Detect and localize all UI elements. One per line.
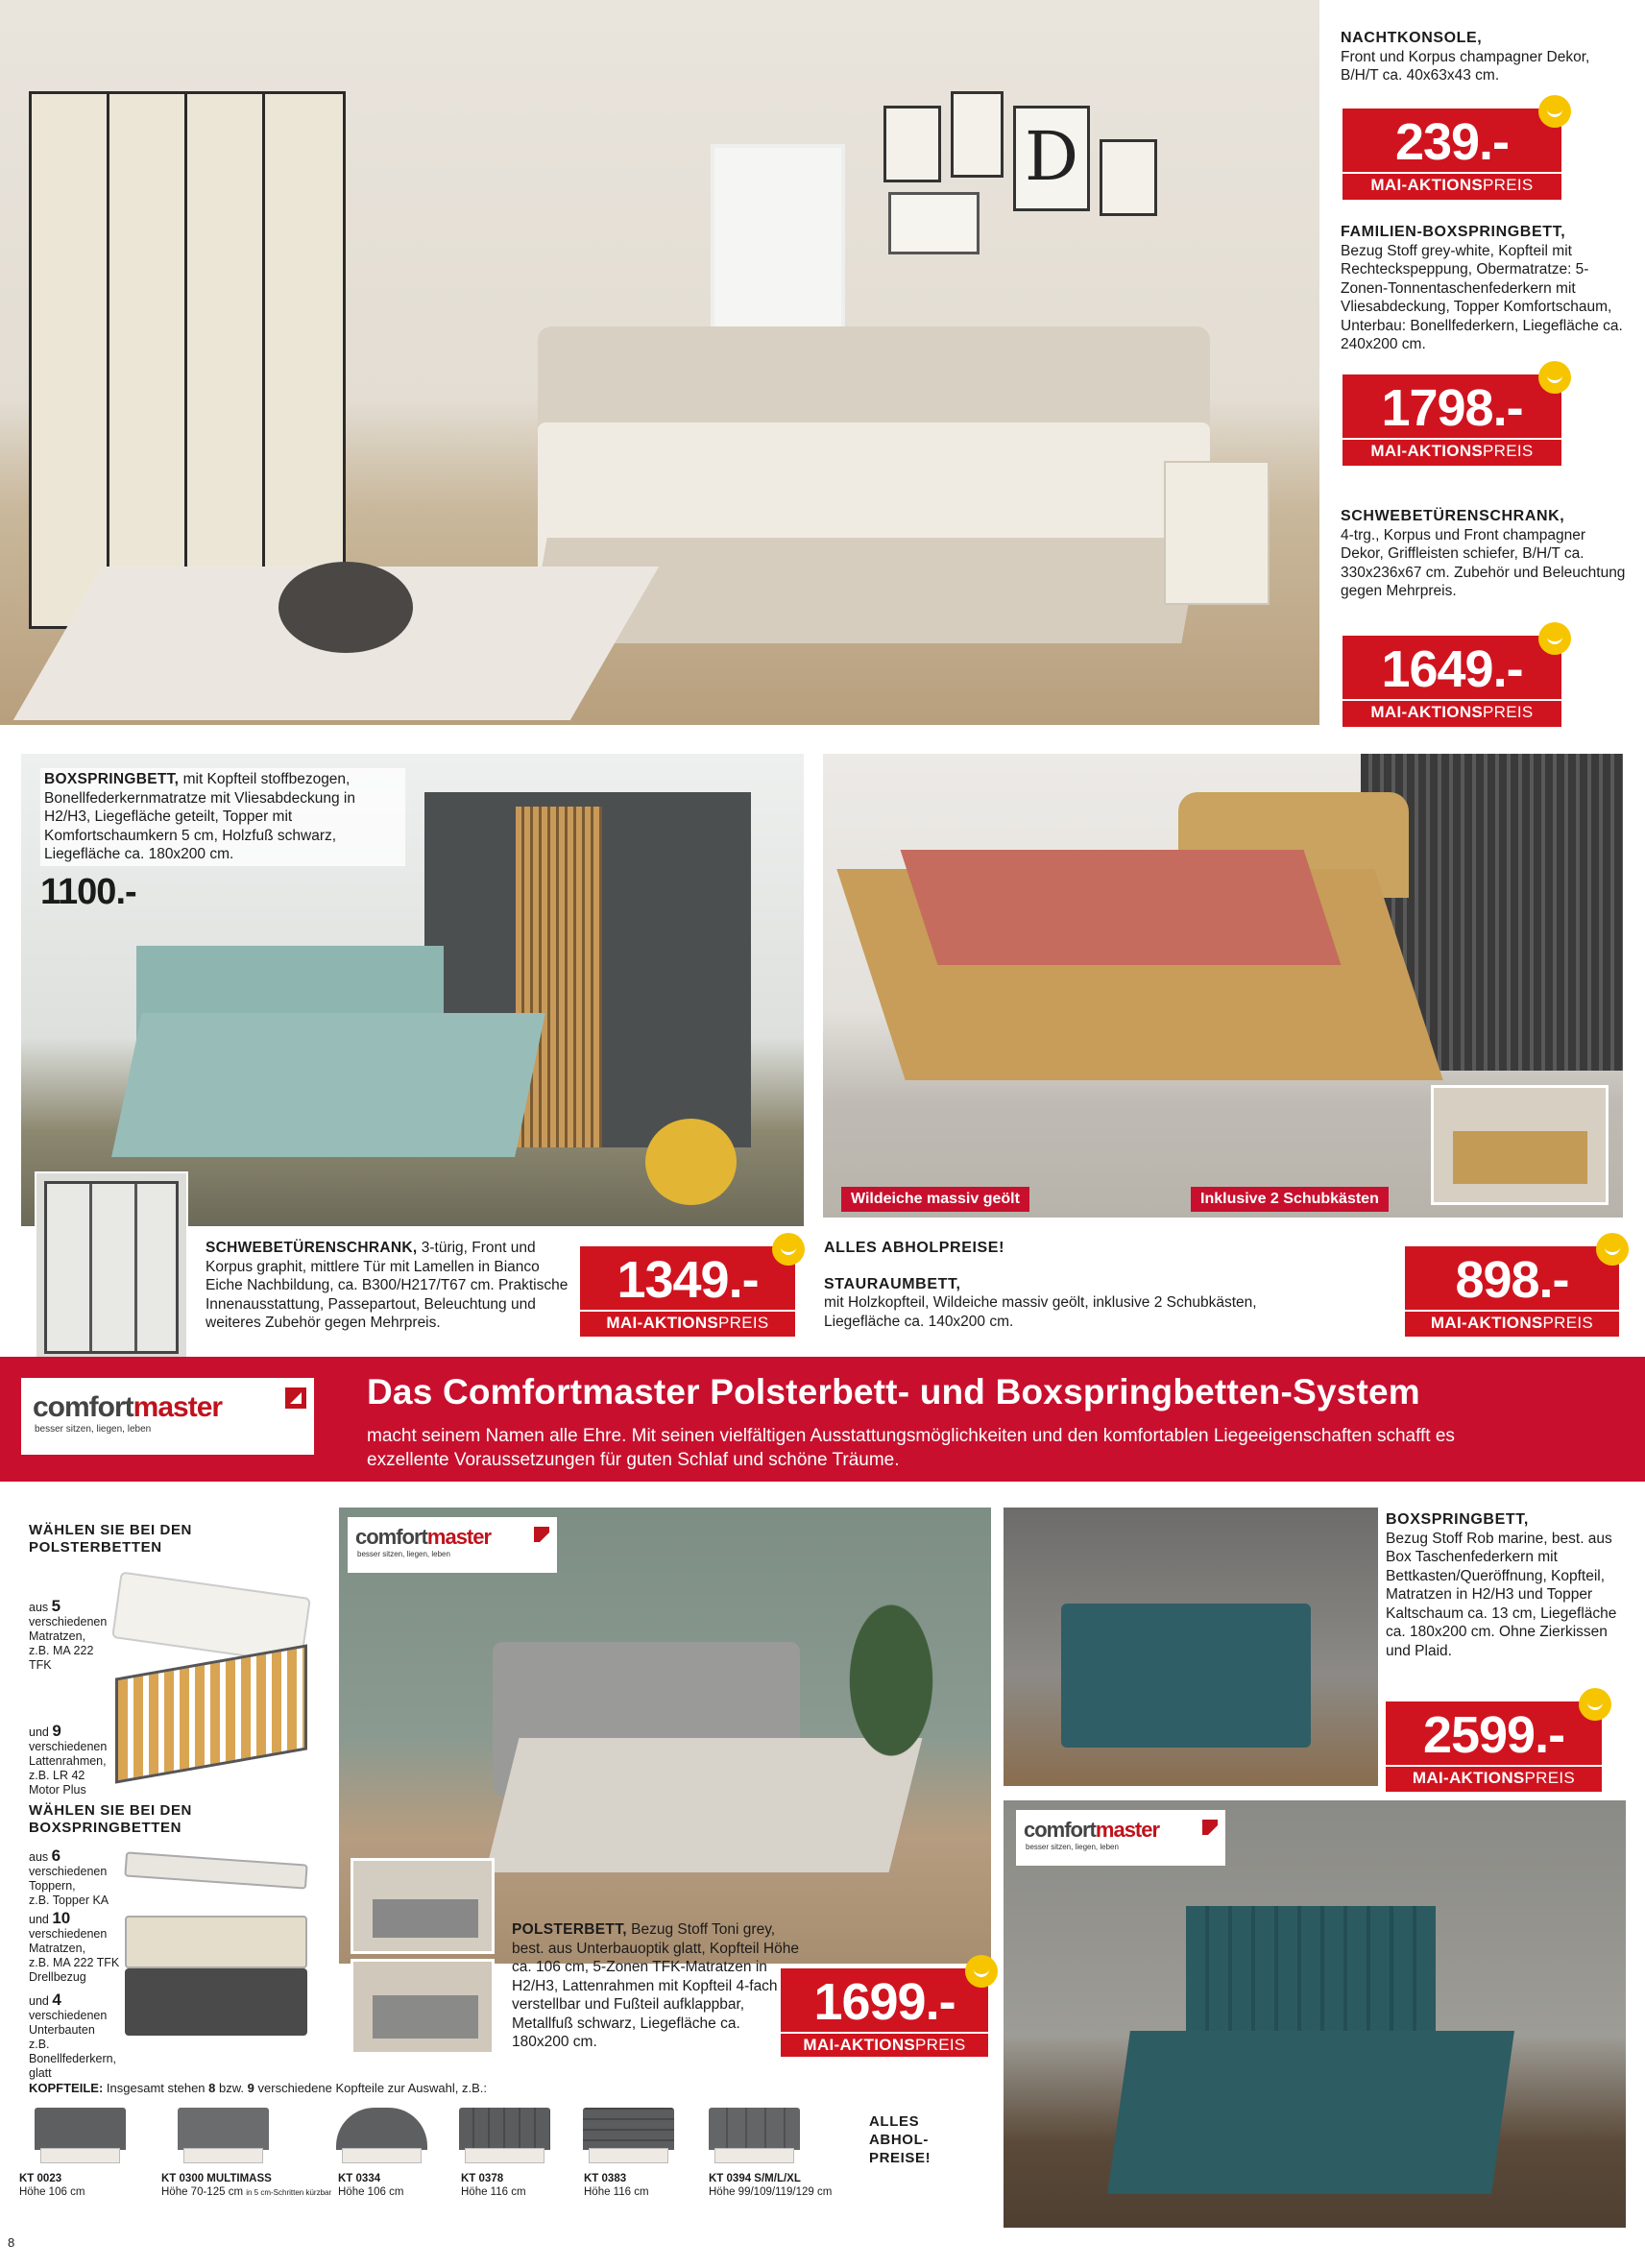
polster-text (512, 1920, 800, 2052)
price-label: MAI-AKTIONSPREIS (781, 2032, 988, 2057)
wardrobe-interior-inset (35, 1171, 188, 1363)
kt-label: KT 0378 Höhe 116 cm (461, 2173, 526, 2198)
nachtkonsole-price-tag (1343, 109, 1561, 200)
base-image (125, 1968, 307, 2036)
price-label: MAI-AKTIONSPREIS (1405, 1310, 1619, 1335)
price: 1699.- (813, 1973, 956, 2031)
stauraum-desc: mit Holzkopfteil, Wildeiche massiv geölt, inklusive 2 Schubkästen, Liegefläche ca. 140x200 cm. (824, 1294, 1257, 1330)
schwebe1-title: SCHWEBETÜRENSCHRANK, (1341, 508, 1565, 524)
familien-title: FAMILIEN-BOXSPRINGBETT, (1341, 224, 1566, 240)
schwebe2-text (206, 1239, 570, 1333)
logo-mark-icon (285, 1387, 306, 1409)
smiley-icon (965, 1955, 998, 1988)
boxspring1-title: BOXSPRINGBETT, (44, 771, 180, 787)
schwebe1-price-tag (1343, 636, 1561, 727)
price: 1798.- (1381, 379, 1523, 437)
kt-label: KT 0334 Höhe 106 cm (338, 2173, 404, 2198)
price: 2599.- (1422, 1706, 1565, 1764)
price-label: MAI-AKTIONSPREIS (580, 1310, 795, 1335)
tag-wildeiche: Wildeiche massiv geölt (841, 1187, 1029, 1212)
stauraum-title: STAURAUMBETT, (824, 1275, 961, 1292)
boxspring-marine-photo-1 (1004, 1508, 1378, 1786)
teal-bed (1061, 1604, 1311, 1748)
hero-bedroom-photo (0, 0, 1319, 725)
boxspring2-desc: Bezug Stoff Rob marine, best. aus Box Taschenfederkern mit Bettkasten/Queröffnung, Kopfteil, Matratzen in H2/H3 und Topper Kaltschaum ca. 13 cm, Liegefläche ca. 180x200 cm. Ohne Zierkissen und Plaid. (1386, 1530, 1617, 1659)
logo-mark-icon (534, 1527, 549, 1542)
price: 1649.- (1381, 640, 1523, 698)
kopfteile-intro: KOPFTEILE: Insgesamt stehen 8 bzw. 9 verschiedene Kopfteile zur Auswahl, z.B.: (29, 2081, 487, 2095)
small-inset-photo (1431, 1085, 1609, 1205)
schwebe2-desc: 3-türig, Front und Korpus graphit, mittlere Tür mit Lamellen in Bianco Eiche Nachbildung, ca. B300/H217/T67 cm. Praktische Innenausstattung, Passepartout, Beleuchtung und weiteres Zubehör gegen Mehrpreis. (206, 1240, 568, 1331)
smiley-icon (1596, 1233, 1629, 1266)
smiley-icon (1538, 361, 1571, 394)
option-unterbauten: und 4 verschiedenen Unterbauten z.B. Bonellfederkern, glatt (29, 1991, 117, 2080)
nachtkonsole-desc: Front und Korpus champagner Dekor, B/H/T ca. 40x63x43 cm. (1341, 48, 1590, 84)
stauraum-price-tag (1405, 1246, 1619, 1337)
headboard-kt0023 (35, 2108, 126, 2163)
smiley-icon (1538, 622, 1571, 655)
option-topper: aus 6 verschiedenen Toppern, z.B. Topper KA (29, 1846, 109, 1907)
boxspring2-text (1386, 1510, 1635, 1660)
yellow-pouf (645, 1119, 737, 1205)
polster-inset-1 (351, 1858, 495, 1954)
mint-bed (111, 1013, 545, 1157)
smiley-icon (1579, 1688, 1611, 1721)
polster-inset-2 (351, 1959, 495, 2055)
schwebe2-price-tag (580, 1246, 795, 1337)
price: 1349.- (617, 1251, 759, 1309)
smiley-icon (1538, 95, 1571, 128)
nachtkonsole-title: NACHTKONSOLE, (1341, 30, 1483, 46)
boxspring1-price: 1100.- (40, 872, 136, 912)
kopfteile-abhol: ALLES ABHOL- PREISE! (869, 2113, 931, 2166)
option-matratzen: aus 5 verschiedenen Matratzen, z.B. MA 222 TFK (29, 1597, 108, 1672)
schwebe1-text (1341, 507, 1629, 601)
boxspring1-text (40, 768, 405, 866)
headboard-kt0300 (178, 2108, 269, 2163)
teal-bed-2 (1107, 2031, 1514, 2194)
nachtkonsole-text (1341, 29, 1629, 85)
schwebe1-desc: 4-trg., Korpus und Front champagner Dekor, Griffleisten schiefer, B/H/T ca. 330x236x67 cm. Zubehör und Beleuchtung gegen Mehrpreis. (1341, 526, 1626, 599)
price-label: MAI-AKTIONSPREIS (1343, 699, 1561, 724)
pink-duvet (901, 850, 1342, 965)
smiley-icon (772, 1233, 805, 1266)
kt-label: KT 0300 MULTIMASS Höhe 70-125 cm in 5 cm-Schritten kürzbar (161, 2173, 332, 2198)
stauraum-pretitle: ALLES ABHOLPREISE! (824, 1240, 1004, 1256)
banner-title: Das Comfortmaster Polsterbett- und Boxspringbetten-System (367, 1372, 1420, 1411)
nightstand (1164, 461, 1270, 605)
familien-desc: Bezug Stoff grey-white, Kopfteil mit Rechteckspeppung, Obermatratze: 5-Zonen-Tonnentaschenfederkern mit Vliesabdeckung, Topper Komfortschaum, Unterbau: Bonellfederkern, Liegefläche ca. 240x200 cm. (1341, 242, 1623, 352)
banner-text: macht seinem Namen alle Ehre. Mit seinen vielfältigen Ausstattungsmöglichkeiten und den komfortablen Liegeeigenschaften schafft es exzellente Voraussetzungen für guten Schlaf und schöne Träume. (367, 1426, 1455, 1470)
headboard-kt0394 (709, 2108, 800, 2163)
comfortmaster-logo: comfortmaster besser sitzen, liegen, leben (21, 1378, 314, 1455)
headboard-kt0334 (336, 2108, 427, 2163)
kt-label: KT 0023 Höhe 106 cm (19, 2173, 85, 2198)
options-box-head: WÄHLEN SIE BEI DEN BOXSPRINGBETTEN (29, 1802, 192, 1836)
tag-schubkaesten: Inklusive 2 Schubkästen (1191, 1187, 1389, 1212)
polster-desc: Bezug Stoff Toni grey, best. aus Unterbauoptik glatt, Kopfteil Höhe ca. 106 cm, 5-Zonen TFK-Matratzen in H2/H3, Lattenrahmen mit Kopfteil 4-fach verstellbar und Fußteil aufklappbar, Metallfuß schwarz, Liegefläche ca. 180x200 cm. (512, 1921, 799, 2050)
comfortmaster-logo-3: comfortmaster besser sitzen, liegen, leben (1016, 1810, 1225, 1866)
headboard-kt0383 (583, 2108, 674, 2163)
option-box-matratzen: und 10 verschiedenen Matratzen, z.B. MA 222 TFK Drellbezug (29, 1909, 120, 1984)
option-lattenrahmen: und 9 verschiedenen Lattenrahmen, z.B. LR 42 Motor Plus (29, 1722, 108, 1797)
comfortmaster-logo-2: comfortmaster besser sitzen, liegen, leben (348, 1517, 557, 1573)
page-number: 8 (8, 2235, 15, 2250)
boxspring1-desc: mit Kopfteil stoffbezogen, Bonellfederkernmatratze mit Vliesabdeckung in H2/H3, Liegefläche geteilt, Topper mit Komfortschaumkern 5 cm, Holzfuß schwarz, Liegefläche ca. 180x200 cm. (44, 771, 355, 862)
price: 898.- (1455, 1251, 1569, 1309)
comfortmaster-banner (0, 1357, 1645, 1482)
price: 239.- (1394, 113, 1510, 171)
price-label: MAI-AKTIONSPREIS (1343, 438, 1561, 463)
pouf (278, 562, 413, 653)
price-label: MAI-AKTIONSPREIS (1343, 172, 1561, 197)
boxspring2-title: BOXSPRINGBETT, (1386, 1511, 1529, 1528)
price-label: MAI-AKTIONSPREIS (1386, 1765, 1602, 1790)
stauraum-bedroom-photo (823, 754, 1623, 1218)
schwebe2-title: SCHWEBETÜRENSCHRANK, (206, 1240, 418, 1256)
stauraum-text (824, 1239, 1285, 1331)
familien-text (1341, 223, 1629, 354)
options-polster-head: WÄHLEN SIE BEI DEN POLSTERBETTEN (29, 1522, 192, 1556)
kt-label: KT 0394 S/M/L/XL Höhe 99/109/119/129 cm (709, 2173, 833, 2198)
plant (838, 1584, 944, 1776)
headboard-kt0378 (459, 2108, 550, 2163)
polster-price-tag (781, 1968, 988, 2057)
polster-title: POLSTERBETT, (512, 1921, 627, 1938)
wardrobe (29, 91, 346, 629)
logo-mark-icon (1202, 1820, 1218, 1835)
wall-pictures: D (883, 86, 1162, 259)
box-mattress-image (125, 1916, 307, 1968)
boxspring2-price-tag (1386, 1701, 1602, 1792)
kt-label: KT 0383 Höhe 116 cm (584, 2173, 649, 2198)
familien-price-tag (1343, 374, 1561, 466)
